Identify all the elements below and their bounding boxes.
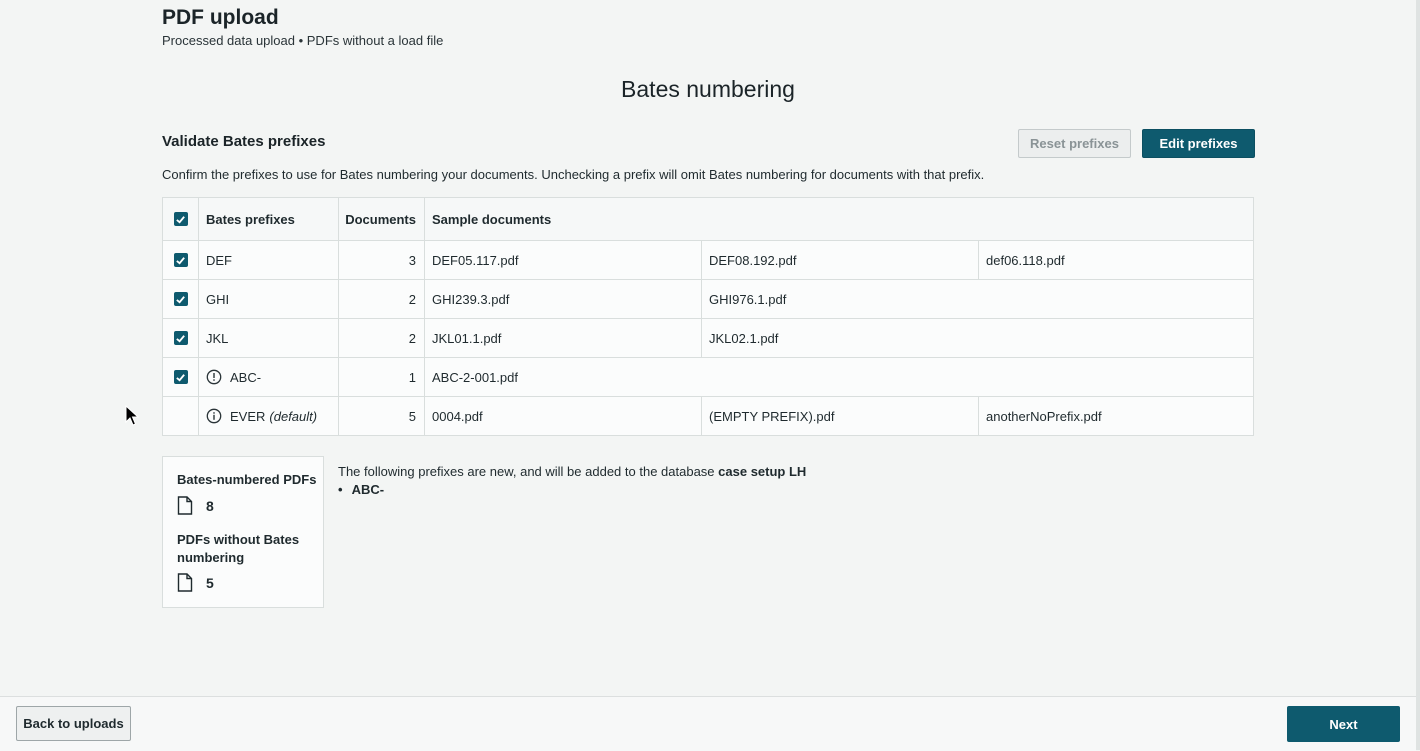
new-prefix-note — [338, 464, 806, 479]
documents-count-cell: 2 — [339, 280, 425, 318]
back-to-uploads-button[interactable]: Back to uploads — [16, 706, 131, 741]
documents-count-cell: 5 — [339, 397, 425, 435]
row-check-cell — [163, 280, 199, 318]
summary-card — [162, 456, 324, 608]
page-subtitle: Processed data upload • PDFs without a load file — [162, 33, 444, 48]
sample-document-cell: (EMPTY PREFIX).pdf — [702, 397, 979, 435]
header-sample-documents: Sample documents — [432, 211, 552, 227]
bates-prefix-table — [162, 197, 1254, 436]
checkmark-icon — [175, 333, 186, 344]
bates-numbered-label: Bates-numbered PDFs — [177, 472, 317, 487]
bates-numbered-count — [177, 496, 214, 515]
checkmark-icon — [175, 372, 186, 383]
row-check-cell — [163, 358, 199, 396]
document-icon — [177, 573, 193, 592]
edit-prefixes-button[interactable]: Edit prefixes — [1142, 129, 1255, 158]
documents-count-cell: 2 — [339, 319, 425, 357]
page-title: PDF upload — [162, 6, 279, 29]
prefix-checkbox-abc[interactable] — [174, 370, 188, 384]
documents-count-cell: 3 — [339, 241, 425, 279]
sample-document-cell: DEF05.117.pdf — [425, 241, 702, 279]
table-row — [163, 240, 1253, 279]
without-bates-count — [177, 573, 214, 592]
reset-prefixes-button[interactable]: Reset prefixes — [1018, 129, 1131, 158]
sample-document-cell: JKL01.1.pdf — [425, 319, 702, 357]
document-icon — [177, 496, 193, 515]
mouse-cursor-icon — [125, 405, 139, 427]
alert-circle-icon[interactable] — [206, 369, 222, 385]
sample-document-cell: anotherNoPrefix.pdf — [986, 408, 1102, 424]
sample-document-cell: ABC-2-001.pdf — [432, 369, 518, 385]
prefix-checkbox-ghi[interactable] — [174, 292, 188, 306]
checkmark-icon — [175, 214, 186, 225]
sample-document-cell: def06.118.pdf — [986, 252, 1065, 268]
window-edge — [1416, 0, 1420, 750]
sample-document-cell: GHI239.3.pdf — [425, 280, 702, 318]
default-tag: (default) — [269, 408, 318, 424]
checkmark-icon — [175, 294, 186, 305]
bates-numbered-value: 8 — [206, 497, 214, 514]
documents-count-cell: 1 — [339, 358, 425, 396]
header-documents[interactable]: Documents — [339, 198, 425, 240]
checkmark-icon — [175, 255, 186, 266]
sample-document-cell: JKL02.1.pdf — [709, 330, 779, 346]
prefix-checkbox-def[interactable] — [174, 253, 188, 267]
prefix-cell: GHI — [199, 280, 339, 318]
prefix-label: EVER — [230, 408, 266, 424]
new-prefix-list — [338, 482, 384, 497]
header-bates-prefixes[interactable]: Bates prefixes — [199, 198, 339, 240]
new-prefix-note-text: The following prefixes are new, and will be added to the database — [338, 464, 715, 479]
prefix-cell — [199, 358, 339, 396]
new-prefix-item: • ABC- — [338, 482, 384, 497]
table-header-row — [163, 198, 1253, 240]
table-row — [163, 318, 1253, 357]
validate-description: Confirm the prefixes to use for Bates numbering your documents. Unchecking a prefix will omit Bates numbering for documents with that prefix. — [162, 167, 985, 182]
section-title: Bates numbering — [621, 76, 795, 102]
row-check-cell-empty — [163, 397, 199, 435]
prefix-checkbox-jkl[interactable] — [174, 331, 188, 345]
sample-document-cell: 0004.pdf — [425, 397, 702, 435]
next-button[interactable]: Next — [1287, 706, 1400, 742]
prefix-cell: JKL — [199, 319, 339, 357]
select-all-checkbox[interactable] — [174, 212, 188, 226]
prefix-cell: DEF — [199, 241, 339, 279]
sample-document-cell: GHI976.1.pdf — [709, 291, 787, 307]
prefix-cell — [199, 397, 339, 435]
footer-bar — [0, 696, 1416, 751]
table-row — [163, 396, 1253, 435]
row-check-cell — [163, 319, 199, 357]
info-circle-icon[interactable] — [206, 408, 222, 424]
select-all-cell — [163, 198, 199, 240]
table-row — [163, 279, 1253, 318]
prefix-label: ABC- — [230, 369, 262, 385]
sample-document-cell: DEF08.192.pdf — [702, 241, 979, 279]
validate-heading: Validate Bates prefixes — [162, 133, 326, 150]
row-check-cell — [163, 241, 199, 279]
without-bates-label: PDFs without Bates numbering — [177, 532, 300, 565]
database-name: case setup LH — [718, 464, 807, 479]
without-bates-value: 5 — [206, 574, 214, 591]
table-row — [163, 357, 1253, 396]
